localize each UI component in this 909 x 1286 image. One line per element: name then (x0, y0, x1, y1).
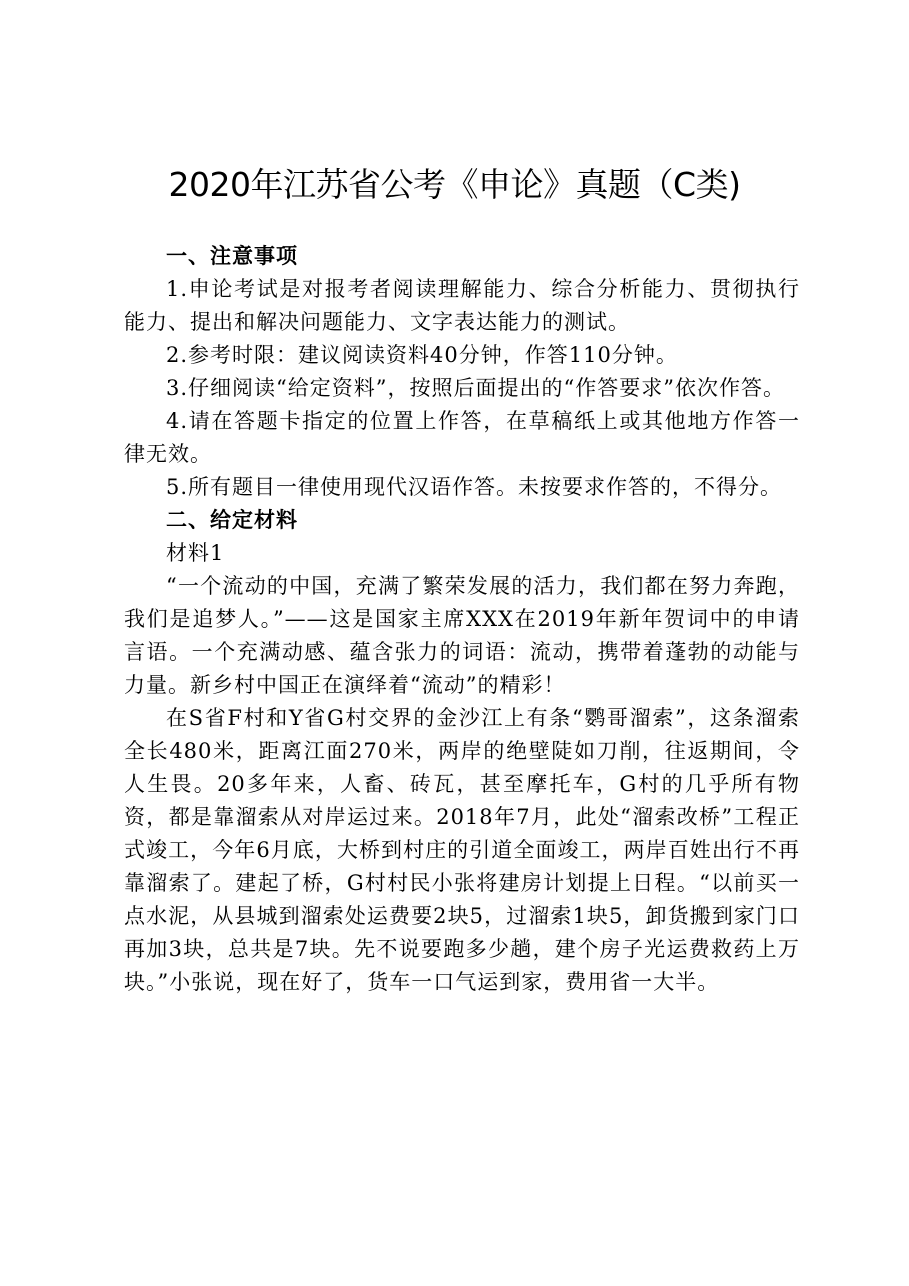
section-heading-materials: 二、给定材料 (166, 508, 298, 532)
page-title: 2020年江苏省公考《申论》真题（C类) (168, 165, 741, 204)
material-paragraph-1: “一个流动的中国，充满了繁荣发展的活力，我们都在努力奔跑，我们是追梦人。”——这是国家主席XXX在2019年新年贺词中的申请言语。一个充满动感、蕴含张力的词语：流动，携带着蓬勃的动能与力量。新乡村中国正在演绎着“流动”的精彩！ (124, 574, 800, 697)
material-paragraph-2: 在S省F村和Y省G村交界的金沙江上有条“鹦哥溜索”，这条溜索全长480米，距离江面270米，两岸的绝壁陡如刀削，往返期间，令人生畏。20多年来，人畜、砖瓦，甚至摩托车，G村的几乎所有物资，都是靠溜索从对岸运过来。2018年7月，此处“溜索改桥”工程正式竣工，今年6月底，大桥到村庄的引道全面竣工，两岸百姓出行不再靠溜索了。建起了桥，G村村民小张将建房计划提上日程。“以前买一点水泥，从县城到溜索处运费要2块5，过溜索1块5，卸货搬到家门口再加3块，总共是7块。先不说要跑多少趟，建个房子光运费救药上万块。”小张说，现在好了，货车一口气运到家，费用省一大半。 (124, 706, 800, 994)
note-item-3: 3.仔细阅读“给定资料”，按照后面提出的“作答要求”依次作答。 (166, 376, 785, 400)
note-item-5: 5.所有题目一律使用现代汉语作答。未按要求作答的，不得分。 (166, 475, 783, 499)
note-item-2: 2.参考时限：建议阅读资料40分钟，作答110分钟。 (166, 343, 678, 367)
section-heading-notes: 一、注意事项 (166, 244, 298, 268)
material-label: 材料1 (166, 541, 225, 565)
note-item-1: 1.申论考试是对报考者阅读理解能力、综合分析能力、贯彻执行能力、提出和解决问题能力、文字表达能力的测试。 (124, 277, 800, 334)
note-item-4: 4.请在答题卡指定的位置上作答，在草稿纸上或其他地方作答一律无效。 (124, 409, 800, 466)
document-body (124, 240, 800, 999)
